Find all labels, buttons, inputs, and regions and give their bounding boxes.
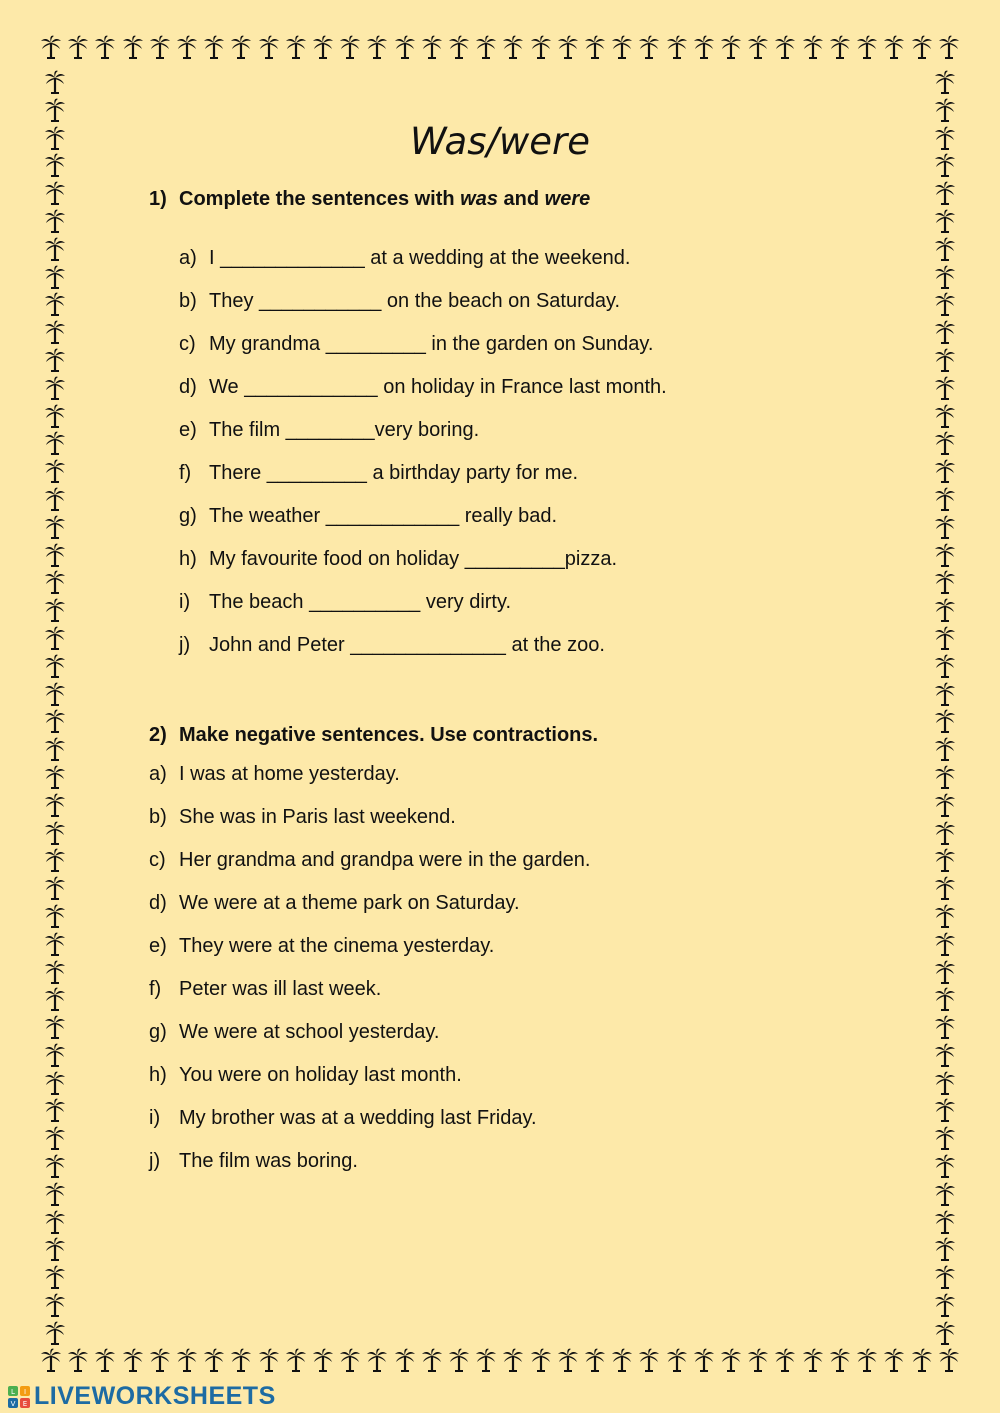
palm-tree-icon — [44, 1098, 66, 1122]
palm-tree-icon — [934, 626, 956, 650]
palm-tree-icon — [934, 1321, 956, 1345]
palm-tree-icon — [149, 1348, 171, 1372]
palm-tree-icon — [934, 1237, 956, 1261]
list-item: i) My brother was at a wedding last Friday. — [149, 1107, 537, 1129]
fill-in-sentence[interactable]: John and Peter ______________ at the zoo. — [209, 634, 605, 656]
list-item: g) We were at school yesterday. — [149, 1021, 440, 1043]
palm-tree-icon — [44, 320, 66, 344]
list-item: f) Peter was ill last week. — [149, 978, 382, 1000]
palm-tree-icon — [502, 1348, 524, 1372]
palm-tree-icon — [934, 987, 956, 1011]
palm-tree-icon — [934, 1043, 956, 1067]
palm-tree-icon — [934, 209, 956, 233]
palm-tree-icon — [934, 932, 956, 956]
liveworksheets-logo[interactable] — [8, 1382, 276, 1411]
palm-tree-icon — [44, 654, 66, 678]
list-item: b) She was in Paris last weekend. — [149, 806, 456, 828]
palm-tree-icon — [176, 1348, 198, 1372]
palm-tree-icon — [475, 35, 497, 59]
section-2-heading-text: Make negative sentences. Use contractions. — [179, 724, 599, 746]
palm-tree-icon — [557, 1348, 579, 1372]
fill-in-sentence[interactable]: The film ________very boring. — [209, 419, 480, 441]
list-item: g) The weather ____________ really bad. — [179, 505, 558, 527]
border-right — [930, 70, 960, 1345]
palm-tree-icon — [934, 654, 956, 678]
palm-tree-icon — [934, 98, 956, 122]
palm-tree-icon — [258, 35, 280, 59]
palm-tree-icon — [366, 1348, 388, 1372]
palm-tree-icon — [934, 598, 956, 622]
palm-tree-icon — [448, 1348, 470, 1372]
palm-tree-icon — [230, 1348, 252, 1372]
list-item: h) My favourite food on holiday _________pizza. — [179, 548, 618, 570]
palm-tree-icon — [44, 1126, 66, 1150]
palm-tree-icon — [258, 1348, 280, 1372]
list-item: f) There _________ a birthday party for me. — [179, 462, 579, 484]
liveworksheets-logo-text: LIVEWORKSHEETS — [34, 1382, 276, 1410]
palm-tree-icon — [44, 1015, 66, 1039]
palm-tree-icon — [448, 35, 470, 59]
palm-tree-icon — [44, 821, 66, 845]
palm-tree-icon — [883, 35, 905, 59]
palm-tree-icon — [44, 1210, 66, 1234]
palm-tree-icon — [44, 70, 66, 94]
sentence: She was in Paris last weekend. — [179, 806, 456, 828]
palm-tree-icon — [883, 1348, 905, 1372]
palm-tree-icon — [502, 35, 524, 59]
svg-text:V: V — [10, 1399, 16, 1408]
sentence: Peter was ill last week. — [179, 978, 382, 1000]
list-item: e) They were at the cinema yesterday. — [149, 935, 495, 957]
palm-tree-icon — [44, 1293, 66, 1317]
palm-tree-icon — [339, 1348, 361, 1372]
fill-in-sentence[interactable]: My favourite food on holiday _________pizza. — [209, 548, 618, 570]
palm-tree-icon — [44, 876, 66, 900]
palm-tree-icon — [934, 1126, 956, 1150]
list-item: e) The film ________very boring. — [179, 419, 480, 441]
palm-tree-icon — [44, 1265, 66, 1289]
fill-in-sentence[interactable]: We ____________ on holiday in France last month. — [209, 376, 667, 398]
palm-tree-icon — [829, 1348, 851, 1372]
palm-tree-icon — [934, 515, 956, 539]
palm-tree-icon — [44, 431, 66, 455]
palm-tree-icon — [802, 35, 824, 59]
palm-tree-icon — [934, 737, 956, 761]
palm-tree-icon — [802, 1348, 824, 1372]
sentence: They were at the cinema yesterday. — [179, 935, 495, 957]
list-item: h) You were on holiday last month. — [149, 1064, 462, 1086]
palm-tree-icon — [44, 904, 66, 928]
palm-tree-icon — [934, 1098, 956, 1122]
page-title: Was/were — [410, 120, 590, 163]
fill-in-sentence[interactable]: My grandma _________ in the garden on Sunday. — [209, 333, 654, 355]
liveworksheets-logo-icon — [8, 1386, 30, 1408]
list-item: a) I was at home yesterday. — [149, 763, 400, 785]
palm-tree-icon — [67, 1348, 89, 1372]
sentence: The film was boring. — [179, 1150, 358, 1172]
palm-tree-icon — [934, 265, 956, 289]
section-2-number: 2) — [149, 724, 167, 746]
list-item: j) John and Peter ______________ at the zoo. — [179, 634, 605, 656]
palm-tree-icon — [911, 35, 933, 59]
palm-tree-icon — [203, 35, 225, 59]
section-1-heading — [149, 188, 590, 211]
palm-tree-icon — [934, 765, 956, 789]
border-bottom — [40, 1345, 960, 1375]
list-item: j) The film was boring. — [149, 1150, 358, 1172]
palm-tree-icon — [40, 1348, 62, 1372]
palm-tree-icon — [339, 35, 361, 59]
palm-tree-icon — [934, 848, 956, 872]
palm-tree-icon — [934, 376, 956, 400]
palm-tree-icon — [934, 459, 956, 483]
palm-tree-icon — [44, 1237, 66, 1261]
sentence: We were at school yesterday. — [179, 1021, 440, 1043]
palm-tree-icon — [44, 515, 66, 539]
palm-tree-icon — [934, 70, 956, 94]
palm-tree-icon — [366, 35, 388, 59]
palm-tree-icon — [934, 793, 956, 817]
palm-tree-icon — [176, 35, 198, 59]
sentence: You were on holiday last month. — [179, 1064, 462, 1086]
svg-text:L: L — [11, 1387, 15, 1396]
fill-in-sentence[interactable]: They ___________ on the beach on Saturday. — [209, 290, 621, 312]
palm-tree-icon — [934, 237, 956, 261]
border-top — [40, 32, 960, 62]
palm-tree-icon — [934, 570, 956, 594]
section-1-list — [179, 247, 667, 677]
palm-tree-icon — [720, 35, 742, 59]
fill-in-sentence[interactable]: The beach __________ very dirty. — [209, 591, 512, 613]
palm-tree-icon — [934, 682, 956, 706]
palm-tree-icon — [856, 1348, 878, 1372]
palm-tree-icon — [67, 35, 89, 59]
palm-tree-icon — [530, 1348, 552, 1372]
sentence: My brother was at a wedding last Friday. — [179, 1107, 537, 1129]
palm-tree-icon — [94, 35, 116, 59]
list-item: c) My grandma _________ in the garden on Sunday. — [179, 333, 654, 355]
palm-tree-icon — [203, 1348, 225, 1372]
list-item: c) Her grandma and grandpa were in the garden. — [149, 849, 591, 871]
palm-tree-icon — [693, 35, 715, 59]
palm-tree-icon — [475, 1348, 497, 1372]
palm-tree-icon — [934, 487, 956, 511]
palm-tree-icon — [934, 709, 956, 733]
palm-tree-icon — [44, 265, 66, 289]
palm-tree-icon — [934, 1293, 956, 1317]
palm-tree-icon — [856, 35, 878, 59]
section-2-heading — [149, 724, 598, 747]
palm-tree-icon — [394, 35, 416, 59]
palm-tree-icon — [122, 1348, 144, 1372]
palm-tree-icon — [911, 1348, 933, 1372]
palm-tree-icon — [44, 348, 66, 372]
fill-in-sentence[interactable]: The weather ____________ really bad. — [209, 505, 558, 527]
palm-tree-icon — [44, 1154, 66, 1178]
section-1-number: 1) — [149, 188, 167, 210]
palm-tree-icon — [44, 237, 66, 261]
palm-tree-icon — [44, 737, 66, 761]
palm-tree-icon — [44, 404, 66, 428]
palm-tree-icon — [312, 1348, 334, 1372]
palm-tree-icon — [44, 709, 66, 733]
sentence: I was at home yesterday. — [179, 763, 400, 785]
palm-tree-icon — [44, 487, 66, 511]
palm-tree-icon — [934, 431, 956, 455]
palm-tree-icon — [44, 376, 66, 400]
palm-tree-icon — [934, 904, 956, 928]
palm-tree-icon — [44, 181, 66, 205]
palm-tree-icon — [44, 626, 66, 650]
palm-tree-icon — [394, 1348, 416, 1372]
palm-tree-icon — [934, 1182, 956, 1206]
palm-tree-icon — [774, 1348, 796, 1372]
palm-tree-icon — [44, 209, 66, 233]
palm-tree-icon — [934, 1265, 956, 1289]
palm-tree-icon — [44, 793, 66, 817]
palm-tree-icon — [44, 1321, 66, 1345]
palm-tree-icon — [747, 35, 769, 59]
palm-tree-icon — [693, 1348, 715, 1372]
palm-tree-icon — [285, 35, 307, 59]
palm-tree-icon — [934, 1071, 956, 1095]
palm-tree-icon — [44, 848, 66, 872]
palm-tree-icon — [44, 960, 66, 984]
palm-tree-icon — [530, 35, 552, 59]
palm-tree-icon — [421, 1348, 443, 1372]
palm-tree-icon — [584, 1348, 606, 1372]
palm-tree-icon — [666, 1348, 688, 1372]
palm-tree-icon — [611, 35, 633, 59]
palm-tree-icon — [666, 35, 688, 59]
list-item: d) We were at a theme park on Saturday. — [149, 892, 520, 914]
palm-tree-icon — [934, 1154, 956, 1178]
list-item: d) We ____________ on holiday in France last month. — [179, 376, 667, 398]
list-item: a) I _____________ at a wedding at the weekend. — [179, 247, 631, 269]
palm-tree-icon — [44, 682, 66, 706]
palm-tree-icon — [934, 960, 956, 984]
palm-tree-icon — [934, 348, 956, 372]
fill-in-sentence[interactable]: I _____________ at a wedding at the weekend. — [209, 247, 631, 269]
palm-tree-icon — [44, 987, 66, 1011]
palm-tree-icon — [829, 35, 851, 59]
palm-tree-icon — [44, 570, 66, 594]
palm-tree-icon — [44, 1182, 66, 1206]
palm-tree-icon — [149, 35, 171, 59]
palm-tree-icon — [934, 876, 956, 900]
palm-tree-icon — [747, 1348, 769, 1372]
palm-tree-icon — [584, 35, 606, 59]
palm-tree-icon — [934, 320, 956, 344]
palm-tree-icon — [934, 292, 956, 316]
palm-tree-icon — [934, 543, 956, 567]
palm-tree-icon — [638, 35, 660, 59]
palm-tree-icon — [122, 35, 144, 59]
list-item: b) They ___________ on the beach on Saturday. — [179, 290, 621, 312]
list-item: i) The beach __________ very dirty. — [179, 591, 512, 613]
palm-tree-icon — [230, 35, 252, 59]
palm-tree-icon — [40, 35, 62, 59]
palm-tree-icon — [421, 35, 443, 59]
palm-tree-icon — [938, 1348, 960, 1372]
sentence: We were at a theme park on Saturday. — [179, 892, 520, 914]
fill-in-sentence[interactable]: There _________ a birthday party for me. — [209, 462, 579, 484]
palm-tree-icon — [44, 1043, 66, 1067]
palm-tree-icon — [934, 404, 956, 428]
section-2-list — [149, 763, 590, 1193]
palm-tree-icon — [557, 35, 579, 59]
palm-tree-icon — [774, 35, 796, 59]
palm-tree-icon — [44, 459, 66, 483]
palm-tree-icon — [934, 1015, 956, 1039]
palm-tree-icon — [44, 1071, 66, 1095]
svg-text:E: E — [22, 1399, 28, 1408]
palm-tree-icon — [611, 1348, 633, 1372]
palm-tree-icon — [720, 1348, 742, 1372]
palm-tree-icon — [638, 1348, 660, 1372]
palm-tree-icon — [934, 821, 956, 845]
palm-tree-icon — [934, 1210, 956, 1234]
palm-tree-icon — [938, 35, 960, 59]
palm-tree-icon — [934, 181, 956, 205]
palm-tree-icon — [312, 35, 334, 59]
palm-tree-icon — [285, 1348, 307, 1372]
palm-tree-icon — [94, 1348, 116, 1372]
border-left — [40, 70, 70, 1345]
palm-tree-icon — [44, 598, 66, 622]
palm-tree-icon — [44, 98, 66, 122]
palm-tree-icon — [44, 543, 66, 567]
section-1-heading-text: Complete the sentences with was and were — [179, 188, 591, 210]
palm-tree-icon — [44, 932, 66, 956]
palm-tree-icon — [44, 292, 66, 316]
svg-text:I: I — [23, 1387, 27, 1396]
sentence: Her grandma and grandpa were in the garden. — [179, 849, 591, 871]
palm-tree-icon — [44, 765, 66, 789]
